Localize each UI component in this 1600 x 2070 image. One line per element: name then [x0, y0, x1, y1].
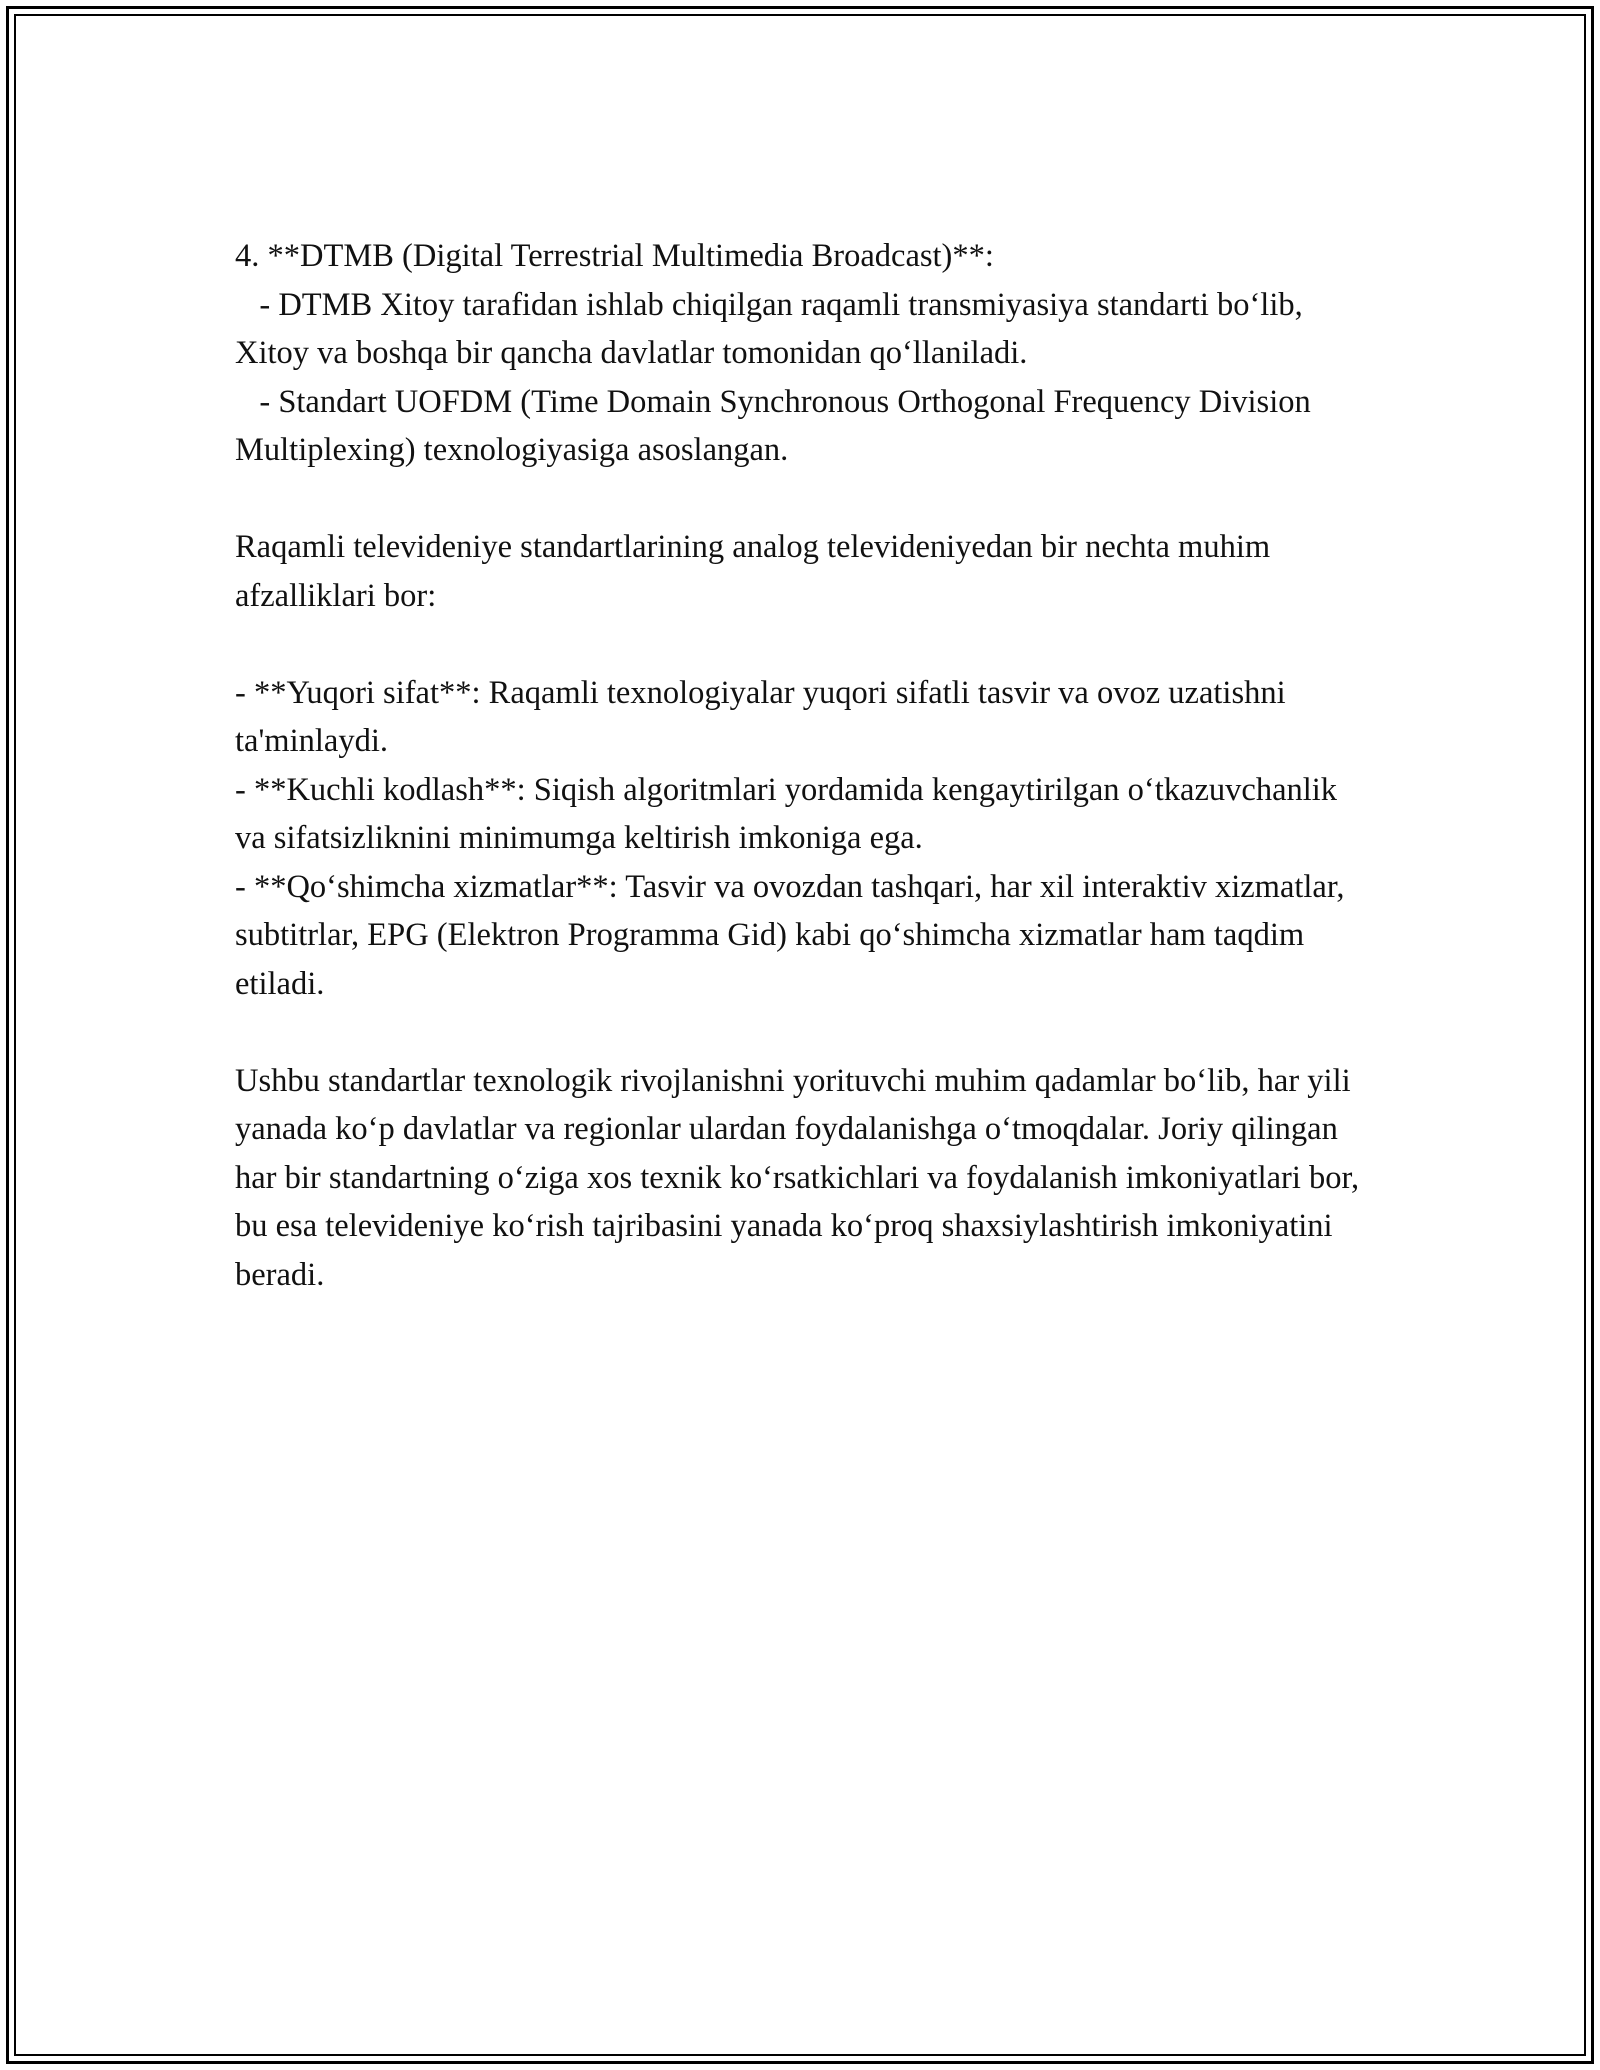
- advantage-item-services: - **Qo‘shimcha xizmatlar**: Tasvir va ovozdan tashqari, har xil interaktiv xizmatlar, subtitrlar, EPG (Elektron Programma Gid) kabi qo‘shimcha xizmatlar ham taqdim etiladi.: [235, 868, 1353, 1002]
- conclusion-paragraph: Ushbu standartlar texnologik rivojlanishni yorituvchi muhim qadamlar bo‘lib, har yili yanada ko‘p davlatlar va regionlar ulardan foydalanishga o‘tmoqdalar. Joriy qilingan har bir standartning o‘ziga xos texnik ko‘rsatkichlari va foydalanish imkoniyatlari bor, bu esa televideniye ko‘rish tajribasini yanada ko‘proq shaxsiylashtirish imkoniyatini beradi.: [235, 1062, 1368, 1293]
- advantage-item-coding: - **Kuchli kodlash**: Siqish algoritmlari yordamida kengaytirilgan o‘tkazuvchanlik va sifatsizliknini minimumga keltirish imkoniga ega.: [235, 771, 1346, 856]
- document-body: [235, 232, 1368, 1299]
- paragraph-spacer: [235, 1008, 1365, 1057]
- advantage-item-quality: - **Yuqori sifat**: Raqamli texnologiyalar yuqori sifatli tasvir va ovoz uzatishni ta'minlaydi.: [235, 674, 1294, 759]
- dtmb-bullet-origin: - DTMB Xitoy tarafidan ishlab chiqilgan raqamli transmiyasiya standarti bo‘lib, Xitoy va boshqa bir qancha davlatlar tomonidan qo‘llaniladi.: [235, 286, 1311, 371]
- paragraph-spacer: [235, 475, 1365, 524]
- advantages-intro: Raqamli televideniye standartlarining analog televideniyedan bir nechta muhim afzalliklari bor:: [235, 529, 1279, 614]
- dtmb-bullet-technology: - Standart UOFDM (Time Domain Synchronous Orthogonal Frequency Division Multiplexing) texnologiyasiga asoslangan.: [235, 383, 1319, 468]
- paragraph-spacer: [235, 620, 1365, 669]
- dtmb-heading: 4. **DTMB (Digital Terrestrial Multimedia Broadcast)**:: [235, 238, 994, 274]
